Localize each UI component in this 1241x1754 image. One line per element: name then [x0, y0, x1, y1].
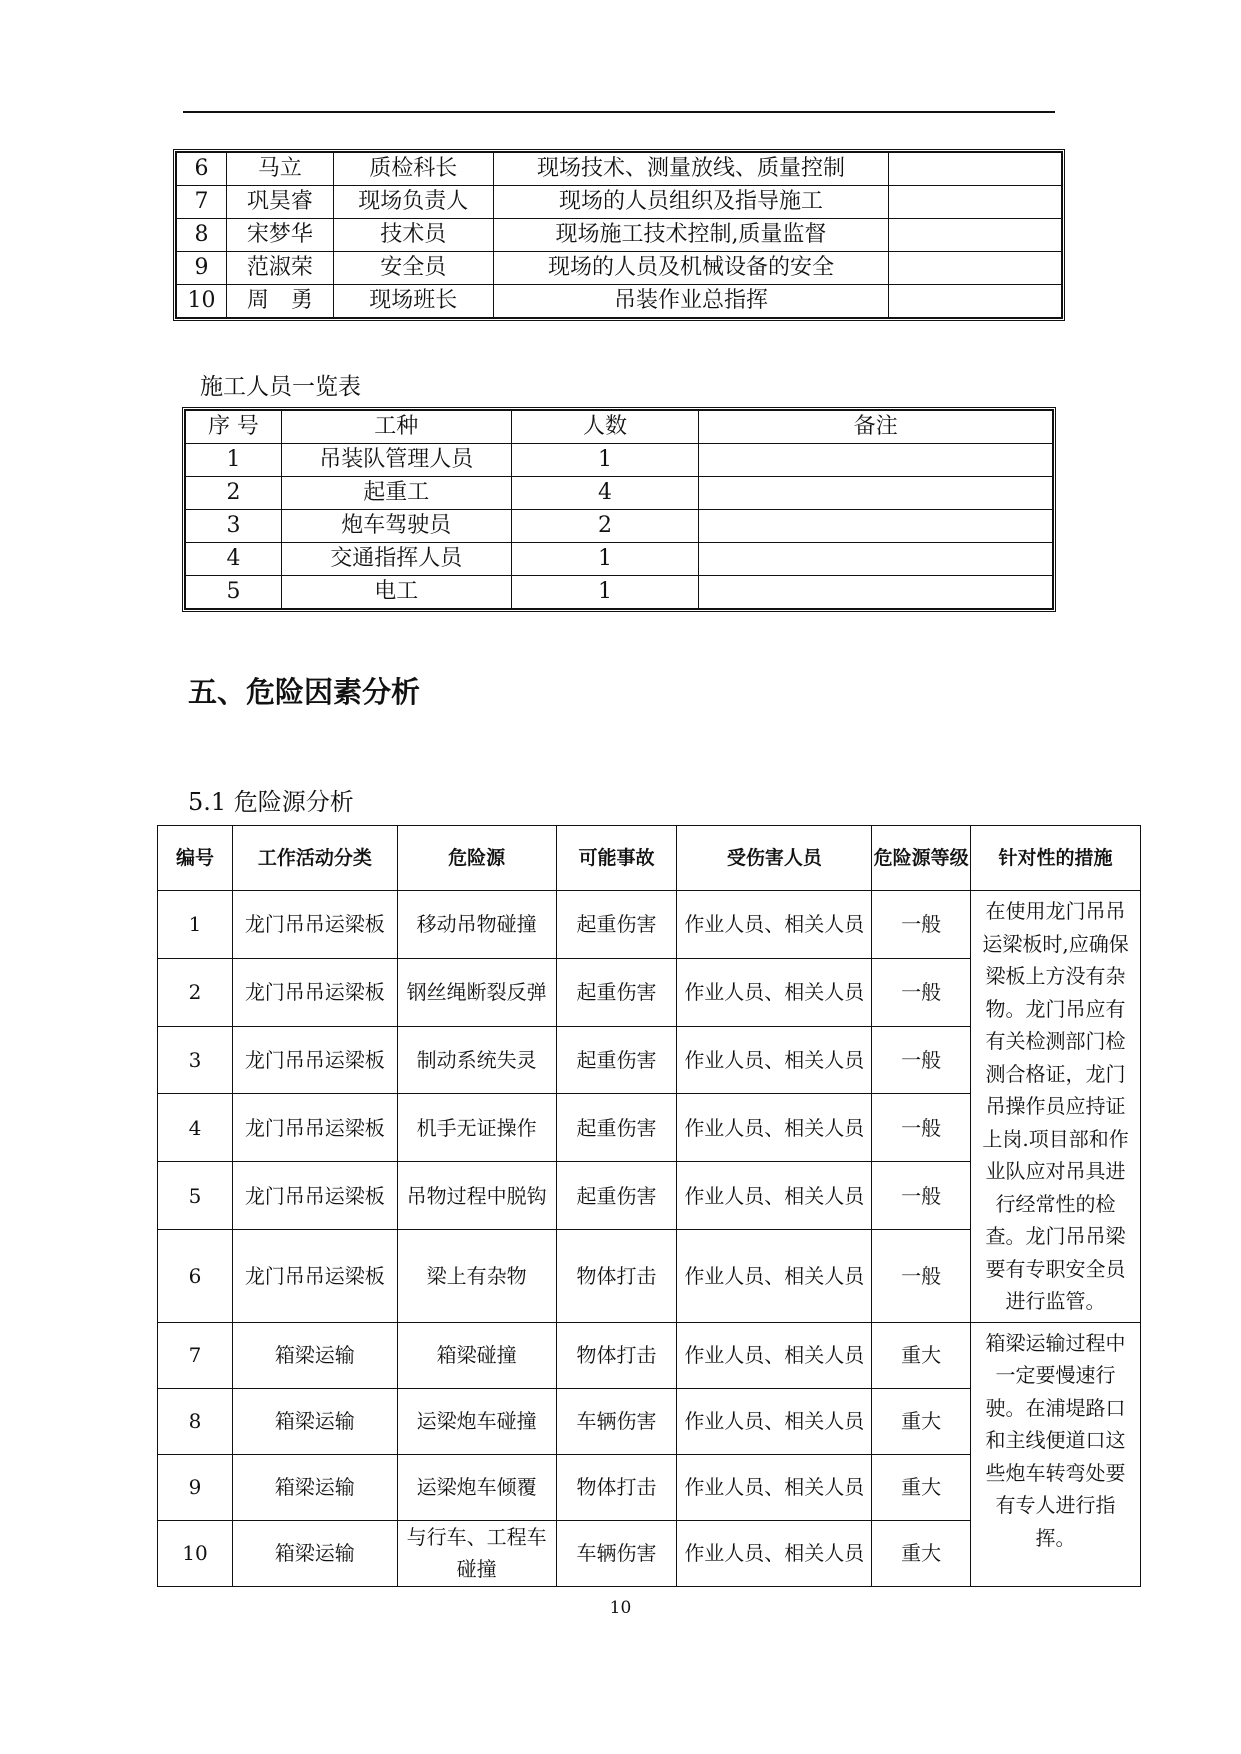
table-cell: 1 — [511, 576, 699, 609]
table-cell: 龙门吊吊运梁板 — [232, 1229, 397, 1322]
table-cell: 6 — [177, 153, 227, 186]
table-cell: 5 — [158, 1162, 233, 1230]
table-cell: 交通指挥人员 — [281, 543, 511, 576]
column-header: 可能事故 — [556, 826, 677, 891]
table-cell: 运梁炮车倾覆 — [397, 1454, 556, 1520]
table-cell: 起重伤害 — [556, 1026, 677, 1094]
table-cell: 箱梁运输 — [232, 1388, 397, 1454]
table-cell: 物体打击 — [556, 1454, 677, 1520]
table-cell: 现场班长 — [333, 285, 493, 318]
table-cell: 7 — [177, 186, 227, 219]
table-cell — [889, 285, 1062, 318]
table-cell: 现场技术、测量放线、质量控制 — [493, 153, 889, 186]
table-row — [186, 510, 1053, 543]
table-cell: 车辆伤害 — [556, 1388, 677, 1454]
crew-table-caption: 施工人员一览表 — [200, 374, 361, 400]
table-cell: 2 — [158, 958, 233, 1026]
table-cell: 4 — [158, 1094, 233, 1162]
table-cell: 重大 — [872, 1388, 971, 1454]
column-header: 人数 — [511, 411, 699, 444]
table-cell: 起重伤害 — [556, 1162, 677, 1230]
table-cell — [889, 219, 1062, 252]
subsection-title: 5.1 危险源分析 — [188, 788, 354, 816]
header-rule — [183, 111, 1055, 113]
table-cell: 一般 — [872, 1026, 971, 1094]
table-cell — [699, 576, 1053, 609]
table-cell: 10 — [158, 1520, 233, 1586]
table-cell: 钢丝绳断裂反弹 — [397, 958, 556, 1026]
table-cell: 一般 — [872, 1162, 971, 1230]
table-cell: 起重工 — [281, 477, 511, 510]
table-cell: 车辆伤害 — [556, 1520, 677, 1586]
table-cell: 箱梁运输 — [232, 1520, 397, 1586]
measure-cell: 箱梁运输过程中一定要慢速行驶。在浦堤路口和主线便道口这些炮车转弯处要有专人进行指挥。 — [971, 1322, 1141, 1586]
table-cell: 一般 — [872, 891, 971, 959]
table-cell: 作业人员、相关人员 — [677, 1520, 872, 1586]
table-cell: 一般 — [872, 1229, 971, 1322]
table-cell: 起重伤害 — [556, 958, 677, 1026]
table-row — [186, 444, 1053, 477]
table-cell: 起重伤害 — [556, 891, 677, 959]
crew-table — [185, 410, 1053, 609]
table-row — [158, 891, 1141, 959]
table-cell: 2 — [186, 477, 282, 510]
table-cell: 1 — [511, 543, 699, 576]
table-cell: 作业人员、相关人员 — [677, 1322, 872, 1388]
table-cell: 与行车、工程车碰撞 — [397, 1520, 556, 1586]
table-cell: 箱梁运输 — [232, 1454, 397, 1520]
table-row — [177, 219, 1062, 252]
table-cell — [889, 252, 1062, 285]
table-cell: 1 — [158, 891, 233, 959]
table-cell — [889, 153, 1062, 186]
column-header: 编号 — [158, 826, 233, 891]
table-cell: 龙门吊吊运梁板 — [232, 1162, 397, 1230]
hazard-table-header — [158, 826, 1141, 891]
table-cell: 技术员 — [333, 219, 493, 252]
table-cell: 6 — [158, 1229, 233, 1322]
table-cell: 一般 — [872, 958, 971, 1026]
table-row — [158, 1322, 1141, 1388]
table-cell: 重大 — [872, 1520, 971, 1586]
table-cell: 7 — [158, 1322, 233, 1388]
table-cell: 起重伤害 — [556, 1094, 677, 1162]
column-header: 工作活动分类 — [232, 826, 397, 891]
table-cell — [699, 510, 1053, 543]
table-cell: 周 勇 — [226, 285, 333, 318]
table-cell: 安全员 — [333, 252, 493, 285]
section-title: 五、危险因素分析 — [188, 675, 421, 709]
table-row — [186, 576, 1053, 609]
table-cell: 9 — [177, 252, 227, 285]
table-cell: 8 — [158, 1388, 233, 1454]
table-cell: 制动系统失灵 — [397, 1026, 556, 1094]
table-cell: 3 — [186, 510, 282, 543]
table-cell: 物体打击 — [556, 1229, 677, 1322]
table-cell: 炮车驾驶员 — [281, 510, 511, 543]
table-cell: 3 — [158, 1026, 233, 1094]
table-cell: 龙门吊吊运梁板 — [232, 891, 397, 959]
table-cell: 现场的人员及机械设备的安全 — [493, 252, 889, 285]
table-row — [177, 186, 1062, 219]
table-cell: 吊装作业总指挥 — [493, 285, 889, 318]
table-cell: 作业人员、相关人员 — [677, 1162, 872, 1230]
table-cell: 箱梁碰撞 — [397, 1322, 556, 1388]
table-cell: 10 — [177, 285, 227, 318]
column-header: 序 号 — [186, 411, 282, 444]
table-cell: 运梁炮车碰撞 — [397, 1388, 556, 1454]
table-cell: 梁上有杂物 — [397, 1229, 556, 1322]
table-cell: 箱梁运输 — [232, 1322, 397, 1388]
table-cell: 5 — [186, 576, 282, 609]
table-cell: 作业人员、相关人员 — [677, 1454, 872, 1520]
table-cell: 8 — [177, 219, 227, 252]
table-cell: 作业人员、相关人员 — [677, 958, 872, 1026]
table-cell: 一般 — [872, 1094, 971, 1162]
staff-table-continuation — [176, 152, 1062, 318]
table-cell: 吊装队管理人员 — [281, 444, 511, 477]
table-cell: 9 — [158, 1454, 233, 1520]
table-cell: 现场负责人 — [333, 186, 493, 219]
table-cell: 机手无证操作 — [397, 1094, 556, 1162]
table-cell: 物体打击 — [556, 1322, 677, 1388]
table-cell: 龙门吊吊运梁板 — [232, 958, 397, 1026]
table-cell: 作业人员、相关人员 — [677, 1026, 872, 1094]
table-cell — [699, 444, 1053, 477]
column-header: 危险源 — [397, 826, 556, 891]
table-cell: 重大 — [872, 1454, 971, 1520]
table-cell: 作业人员、相关人员 — [677, 1388, 872, 1454]
table-cell: 巩昊睿 — [226, 186, 333, 219]
column-header: 受伤害人员 — [677, 826, 872, 891]
table-cell: 1 — [186, 444, 282, 477]
table-cell: 作业人员、相关人员 — [677, 1229, 872, 1322]
table-cell: 重大 — [872, 1322, 971, 1388]
table-row — [177, 153, 1062, 186]
column-header: 备注 — [699, 411, 1053, 444]
crew-table-header — [186, 411, 1053, 444]
hazard-table — [157, 825, 1141, 1587]
table-cell: 4 — [186, 543, 282, 576]
table-cell: 现场的人员组织及指导施工 — [493, 186, 889, 219]
table-cell: 宋梦华 — [226, 219, 333, 252]
table-cell: 作业人员、相关人员 — [677, 1094, 872, 1162]
table-cell — [699, 477, 1053, 510]
table-cell: 2 — [511, 510, 699, 543]
table-cell: 质检科长 — [333, 153, 493, 186]
table-cell: 1 — [511, 444, 699, 477]
column-header: 危险源等级 — [872, 826, 971, 891]
table-cell: 吊物过程中脱钩 — [397, 1162, 556, 1230]
table-cell — [699, 543, 1053, 576]
table-row — [177, 252, 1062, 285]
column-header: 工种 — [281, 411, 511, 444]
column-header: 针对性的措施 — [971, 826, 1141, 891]
table-row — [186, 477, 1053, 510]
table-cell: 作业人员、相关人员 — [677, 891, 872, 959]
table-row — [177, 285, 1062, 318]
table-cell: 龙门吊吊运梁板 — [232, 1094, 397, 1162]
table-cell: 现场施工技术控制,质量监督 — [493, 219, 889, 252]
table-cell: 移动吊物碰撞 — [397, 891, 556, 959]
table-cell: 电工 — [281, 576, 511, 609]
table-row — [186, 543, 1053, 576]
table-cell: 龙门吊吊运梁板 — [232, 1026, 397, 1094]
table-cell: 4 — [511, 477, 699, 510]
table-cell — [889, 186, 1062, 219]
measure-cell: 在使用龙门吊吊运梁板时,应确保梁板上方没有杂物。龙门吊应有有关检测部门检测合格证，龙门吊操作员应持证上岗.项目部和作业队应对吊具进行经常性的检查。龙门吊吊梁要有专职安全员进行监管。 — [971, 891, 1141, 1323]
table-cell: 马立 — [226, 153, 333, 186]
page-number: 10 — [609, 1598, 632, 1618]
table-cell: 范淑荣 — [226, 252, 333, 285]
